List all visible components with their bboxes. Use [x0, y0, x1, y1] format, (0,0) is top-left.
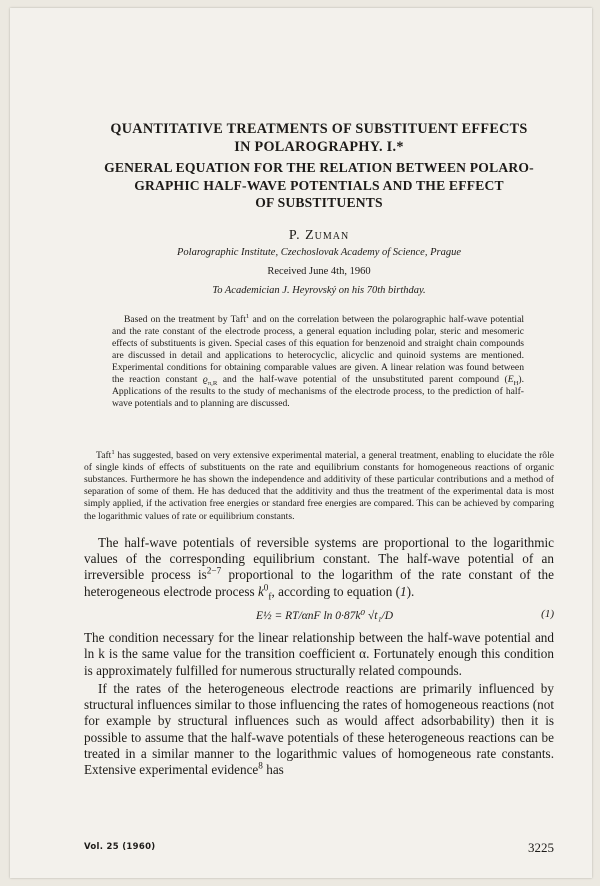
title-line-2: IN POLAROGRAPHY. I.* [234, 139, 404, 155]
subtitle-line-1: GENERAL EQUATION FOR THE RELATION BETWEEN POLARO- [104, 160, 534, 175]
abstract-text: and the half-wave potential of the unsubstituted parent compound ( [217, 373, 508, 385]
k-superscript: 0 [263, 582, 269, 593]
journal-page [10, 8, 592, 878]
k-subscript: f [268, 591, 272, 602]
equation-expression: E½ = RT/αnF ln 0·87k⁰ √t₁/D [256, 609, 394, 622]
volume-label: Vol. 25 (1960) [84, 842, 156, 852]
body-paragraph: The condition necessary for the linear relationship between the half-wave potential and ln k is the same value for the transition coefficient α. Fortunately enough this condition is approximately fulfilled for numerous structurally related compounds. [84, 629, 554, 678]
rho-subscript: π,R [207, 379, 218, 387]
article-content [84, 120, 554, 779]
equation-1 [84, 606, 554, 624]
rho-symbol: ϱ [202, 373, 208, 385]
eh-symbol: E [507, 373, 514, 385]
abstract [112, 314, 524, 410]
subtitle-line-3: OF SUBSTITUENTS [255, 195, 383, 210]
subtitle-line-2: GRAPHIC HALF-WAVE POTENTIALS AND THE EFFECT [134, 177, 504, 193]
citation: 8 [258, 760, 263, 771]
equation-reference: 1 [400, 583, 407, 599]
citation: 2−7 [206, 565, 222, 576]
body-paragraph [84, 535, 554, 600]
abstract-text: and on the correlation between the polarographic half-wave potential and the rate constant of the electrode process, a general equation including polar, steric and mesomeric effects of substituents is given. Special cases of this equation for benzenoid and straight chain compounds are discussed in detail and applications to heterocyclic, alicyclic and quinoid systems are mentioned. Experimental conditions for obtaining comparable values are given. A linear relation was found between the reaction constant [112, 313, 524, 385]
citation: 1 [245, 312, 250, 320]
body-text: The half-wave potentials of reversible systems are proportional to the logarithmic values of the corresponding equilibrium constant. The half-wave potential of an irreversible process is [84, 534, 554, 583]
body-text: has [262, 762, 284, 778]
equation-number: (1) [541, 607, 554, 620]
article-title [84, 120, 554, 156]
body-text: , according to equation ( [271, 583, 401, 599]
body-text: proportional to the logarithm of the rate constant of the heterogeneous electrode process [84, 567, 554, 599]
author-name: P. Zuman [288, 227, 350, 243]
intro-text: Taft [96, 449, 112, 461]
received-date: Received June 4th, 1960 [267, 265, 371, 277]
abstract-text: ). Applications of the results to the study of mechanisms of the electrode process, to the prediction of half-wave potentials and to planning are discussed. [112, 373, 525, 409]
page-footer [84, 840, 554, 858]
abstract-text: Based on the treatment by Taft [124, 313, 246, 325]
article-subtitle [84, 159, 554, 212]
body-paragraph [84, 681, 554, 779]
page-number: 3225 [528, 840, 554, 855]
k-symbol: k [257, 583, 264, 599]
author [84, 228, 554, 244]
body-text: If the rates of the heterogeneous electrode reactions are primarily influenced by structural influences similar to those influencing the rates of homogeneous reactions (not for example by structural influences such as would affect adsorbability) then it is possible to assume that the half-wave potentials of these heterogeneous reactions can be treated in a similar manner to the logarithmic values of homogeneous rate constants. Extensive experimental evidence [84, 680, 554, 778]
title-line-1: QUANTITATIVE TREATMENTS OF SUBSTITUENT EFFECTS [110, 121, 528, 137]
intro-text: has suggested, based on very extensive experimental material, a general treatment, enabling to elucidate the rôle of single kinds of effects of substituents on the rate and equilibrium constants for homogeneous reactions of organic substances. Furthermore he has shown the independence and additivity of these particular contributions and a method of separation of some of them. He has deduced that the additivity and thus the treatment of the experimental data is most simply applied, if the activation free energies or standard free energies are compared. This can be achieved by comparing the logarithmic values of rate or equilibrium constants. [84, 449, 554, 522]
intro-paragraph [84, 450, 554, 523]
dedication: To Academician J. Heyrovský on his 70th birthday. [212, 284, 426, 296]
eh-subscript: H [513, 379, 519, 387]
citation: 1 [111, 448, 115, 456]
affiliation: Polarographic Institute, Czechoslovak Academy of Science, Prague [176, 246, 461, 258]
body-text: ). [406, 583, 415, 599]
